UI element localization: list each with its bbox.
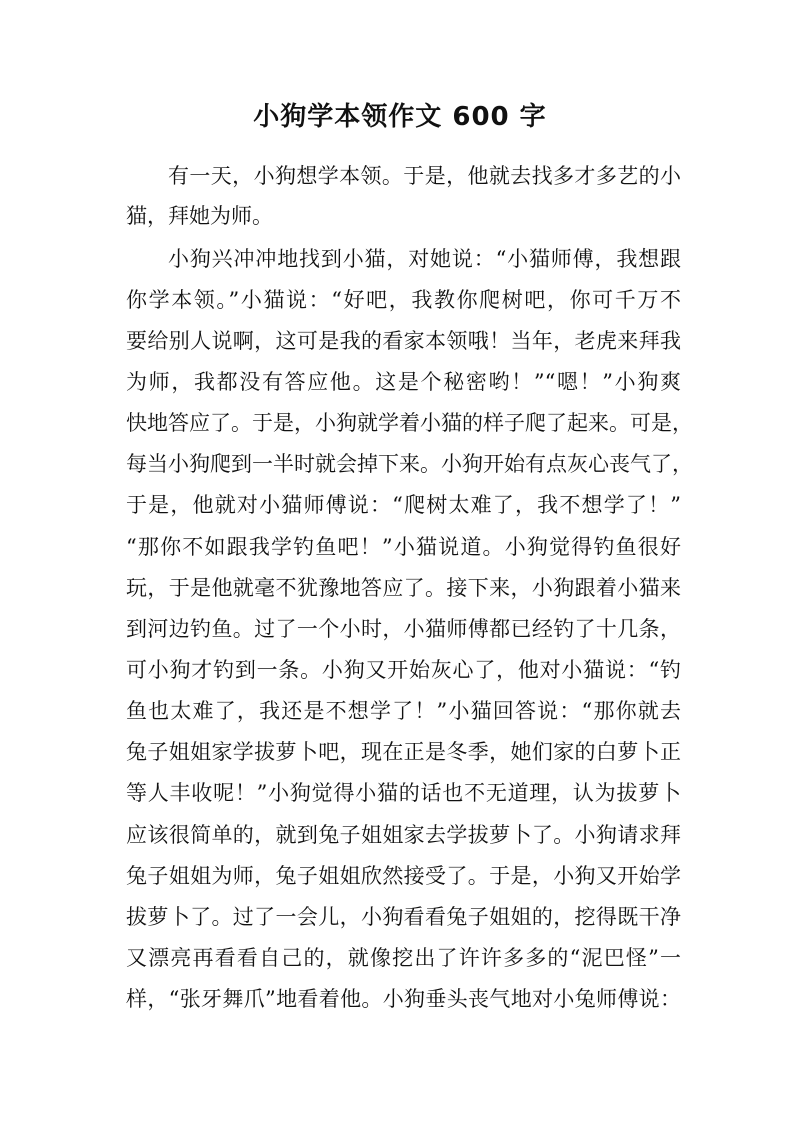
line-text: 你学本领。”小猫说：“好吧，我教你爬树吧，你可千万不 bbox=[126, 288, 681, 312]
document-title: 小狗学本领作文 600 字 bbox=[253, 102, 547, 132]
paragraph-line bbox=[0, 485, 800, 525]
paragraph-line bbox=[0, 156, 800, 196]
paragraph-line bbox=[0, 609, 800, 649]
line-text: 快地答应了。于是，小狗就学着小猫的样子爬了起来。可是， bbox=[126, 411, 693, 435]
paragraph-line bbox=[0, 239, 800, 279]
paragraph-line bbox=[0, 280, 800, 320]
line-text: 猫，拜她为师。 bbox=[126, 204, 273, 228]
line-text: 小狗兴冲冲地找到小猫，对她说：“小猫师傅，我想跟 bbox=[168, 247, 681, 271]
line-text: 鱼也太难了，我还是不想学了！”小猫回答说：“那你就去 bbox=[126, 699, 681, 723]
line-text: 到河边钓鱼。过了一个小时，小猫师傅都已经钓了十几条， bbox=[126, 617, 681, 641]
paragraph-line bbox=[0, 732, 800, 772]
paragraph-line bbox=[0, 938, 800, 978]
line-text: 为师，我都没有答应他。这是个秘密哟！”“嗯！”小狗爽 bbox=[126, 370, 681, 394]
paragraph-line bbox=[0, 403, 800, 443]
line-text: 于是，他就对小猫师傅说：“爬树太难了，我不想学了！” bbox=[126, 493, 681, 517]
paragraph-line bbox=[0, 979, 800, 1019]
line-text: 要给别人说啊，这可是我的看家本领哦！当年，老虎来拜我 bbox=[126, 329, 681, 353]
paragraph-line bbox=[0, 856, 800, 896]
line-text: 样，“张牙舞爪”地看着他。小狗垂头丧气地对小兔师傅说： bbox=[126, 987, 681, 1011]
line-text: 拔萝卜了。过了一会儿，小狗看看兔子姐姐的，挖得既干净 bbox=[126, 905, 681, 929]
line-text: 又漂亮再看看自己的，就像挖出了许许多多的“泥巴怪”一 bbox=[126, 946, 681, 970]
line-text: 等人丰收呢！”小狗觉得小猫的话也不无道理，认为拔萝卜 bbox=[126, 781, 681, 805]
paragraph-line bbox=[0, 568, 800, 608]
paragraph-line bbox=[0, 773, 800, 813]
line-text: 兔子姐姐为师，兔子姐姐欣然接受了。于是，小狗又开始学 bbox=[126, 864, 681, 888]
paragraph-line bbox=[0, 321, 800, 361]
line-text: 每当小狗爬到一半时就会掉下来。小狗开始有点灰心丧气了， bbox=[126, 452, 693, 476]
paragraph-line bbox=[0, 444, 800, 484]
paragraph-line bbox=[0, 196, 800, 236]
line-text: 兔子姐姐家学拔萝卜吧，现在正是冬季，她们家的白萝卜正 bbox=[126, 740, 681, 764]
paragraph-line bbox=[0, 362, 800, 402]
paragraph-line bbox=[0, 897, 800, 937]
line-text: 应该很简单的，就到兔子姐姐家去学拔萝卜了。小狗请求拜 bbox=[126, 823, 681, 847]
line-text: 可小狗才钓到一条。小狗又开始灰心了，他对小猫说：“钓 bbox=[126, 658, 681, 682]
line-text: “那你不如跟我学钓鱼吧！”小猫说道。小狗觉得钓鱼很好 bbox=[126, 535, 681, 559]
paragraph-line bbox=[0, 650, 800, 690]
line-text: 玩，于是他就毫不犹豫地答应了。接下来，小狗跟着小猫来 bbox=[126, 576, 681, 600]
paragraph-line bbox=[0, 691, 800, 731]
paragraph-line bbox=[0, 527, 800, 567]
line-text: 有一天，小狗想学本领。于是，他就去找多才多艺的小 bbox=[168, 164, 681, 188]
paragraph-line bbox=[0, 815, 800, 855]
